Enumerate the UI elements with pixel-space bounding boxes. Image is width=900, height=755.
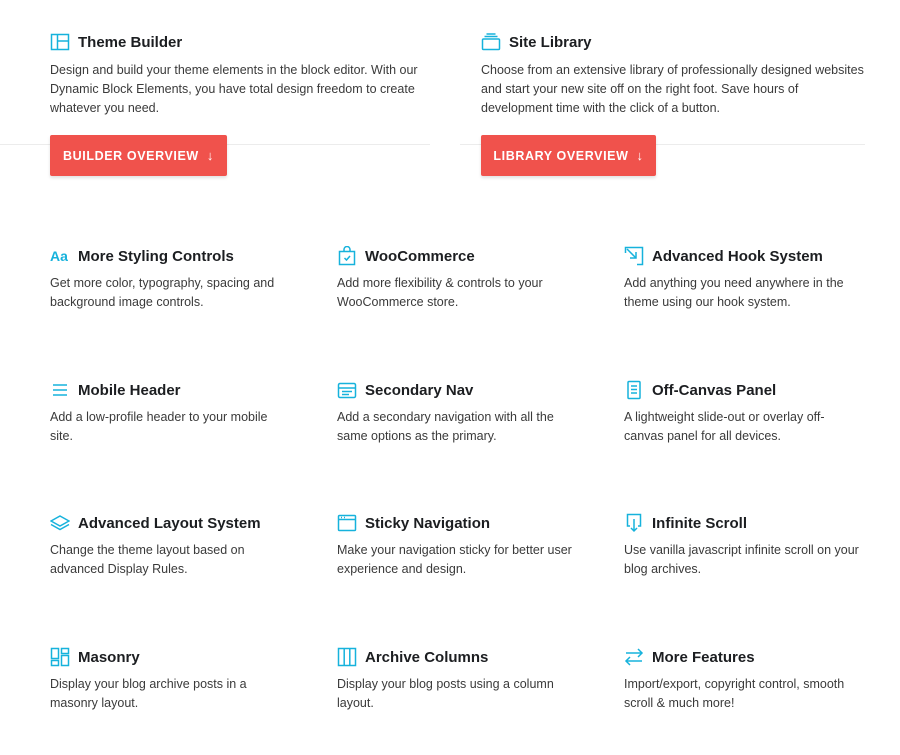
- builder-overview-button[interactable]: [50, 135, 227, 176]
- feature-title: Masonry: [78, 648, 140, 666]
- feature-description: Add a secondary navigation with all the same options as the primary.: [337, 410, 554, 443]
- feature-description: Import/export, copyright control, smooth scroll & much more!: [624, 677, 845, 710]
- nav-bar-icon: [337, 380, 357, 400]
- menu-icon: [50, 380, 70, 400]
- panel-icon: [624, 380, 644, 400]
- stack-icon: [481, 32, 501, 52]
- feature-title: Advanced Layout System: [78, 514, 261, 532]
- feature-title-row: [50, 645, 290, 669]
- scroll-down-icon: [624, 513, 644, 533]
- feature-description: Add a low-profile header to your mobile site.: [50, 410, 268, 443]
- feature-advanced-layout-system: [50, 511, 290, 579]
- feature-title: More Features: [652, 648, 755, 666]
- feature-description: Get more color, typography, spacing and background image controls.: [50, 276, 275, 309]
- feature-advanced-hook-system: [624, 244, 864, 312]
- feature-more-styling-controls: [50, 244, 290, 312]
- theme-builder-section: [50, 30, 430, 118]
- feature-off-canvas-panel: [624, 378, 864, 446]
- masonry-grid-icon: [50, 647, 70, 667]
- typography-icon: [50, 246, 70, 266]
- feature-title: More Styling Controls: [78, 247, 234, 265]
- theme-builder-title-row: [50, 30, 430, 54]
- feature-mobile-header: [50, 378, 290, 446]
- feature-description: A lightweight slide-out or overlay off-canvas panel for all devices.: [624, 410, 825, 443]
- feature-masonry: [50, 645, 290, 713]
- browser-window-icon: [337, 513, 357, 533]
- feature-title-row: [50, 511, 290, 535]
- feature-description: Display your blog posts using a column layout.: [337, 677, 554, 710]
- theme-builder-title: Theme Builder: [78, 33, 183, 51]
- site-library-description: Choose from an extensive library of professionally designed websites and start your new site off on the right foot. Save hours of development time with the click of a button.: [481, 63, 864, 115]
- feature-archive-columns: [337, 645, 577, 713]
- feature-title-row: [337, 511, 577, 535]
- feature-description: Display your blog archive posts in a masonry layout.: [50, 677, 247, 710]
- theme-builder-description: Design and build your theme elements in the block editor. With our Dynamic Block Elements, you have total design freedom to create whatever you need.: [50, 63, 418, 115]
- feature-description: Make your navigation sticky for better user experience and design.: [337, 543, 572, 576]
- feature-description: Add anything you need anywhere in the theme using our hook system.: [624, 276, 844, 309]
- feature-title-row: [624, 378, 864, 402]
- feature-title-row: [337, 645, 577, 669]
- feature-title: Infinite Scroll: [652, 514, 748, 532]
- feature-description: Use vanilla javascript infinite scroll on your blog archives.: [624, 543, 859, 576]
- feature-description: Add more flexibility & controls to your WooCommerce store.: [337, 276, 543, 309]
- layout-icon: [50, 32, 70, 52]
- feature-title-row: [624, 645, 864, 669]
- columns-icon: [337, 647, 357, 667]
- library-overview-label: LIBRARY OVERVIEW: [493, 148, 629, 163]
- feature-title-row: [337, 378, 577, 402]
- builder-overview-label: BUILDER OVERVIEW: [63, 148, 199, 163]
- feature-description: Change the theme layout based on advanced Display Rules.: [50, 543, 245, 576]
- feature-title-row: [50, 244, 290, 268]
- site-library-section: [481, 30, 866, 118]
- arrow-down-icon: ↓: [206, 148, 214, 163]
- swap-arrows-icon: [624, 647, 644, 667]
- layers-icon: [50, 513, 70, 533]
- feature-sticky-navigation: [337, 511, 577, 579]
- feature-title: Off-Canvas Panel: [652, 381, 777, 399]
- feature-title: Sticky Navigation: [365, 514, 491, 532]
- site-library-title-row: [481, 30, 866, 54]
- feature-more-features: [624, 645, 864, 713]
- feature-title-row: [624, 511, 864, 535]
- feature-infinite-scroll: [624, 511, 864, 579]
- feature-title: Secondary Nav: [365, 381, 474, 399]
- hook-arrow-icon: [624, 246, 644, 266]
- feature-secondary-nav: [337, 378, 577, 446]
- feature-title-row: [337, 244, 577, 268]
- svg-text:Aa: Aa: [50, 248, 68, 264]
- feature-title: Mobile Header: [78, 381, 181, 399]
- arrow-down-icon: ↓: [636, 148, 644, 163]
- feature-title: Advanced Hook System: [652, 247, 823, 265]
- shopping-bag-icon: [337, 246, 357, 266]
- feature-title: WooCommerce: [365, 247, 475, 265]
- feature-title-row: [50, 378, 290, 402]
- feature-title-row: [624, 244, 864, 268]
- site-library-title: Site Library: [509, 33, 592, 51]
- library-overview-button[interactable]: [481, 135, 656, 176]
- feature-title: Archive Columns: [365, 648, 489, 666]
- feature-woocommerce: [337, 244, 577, 312]
